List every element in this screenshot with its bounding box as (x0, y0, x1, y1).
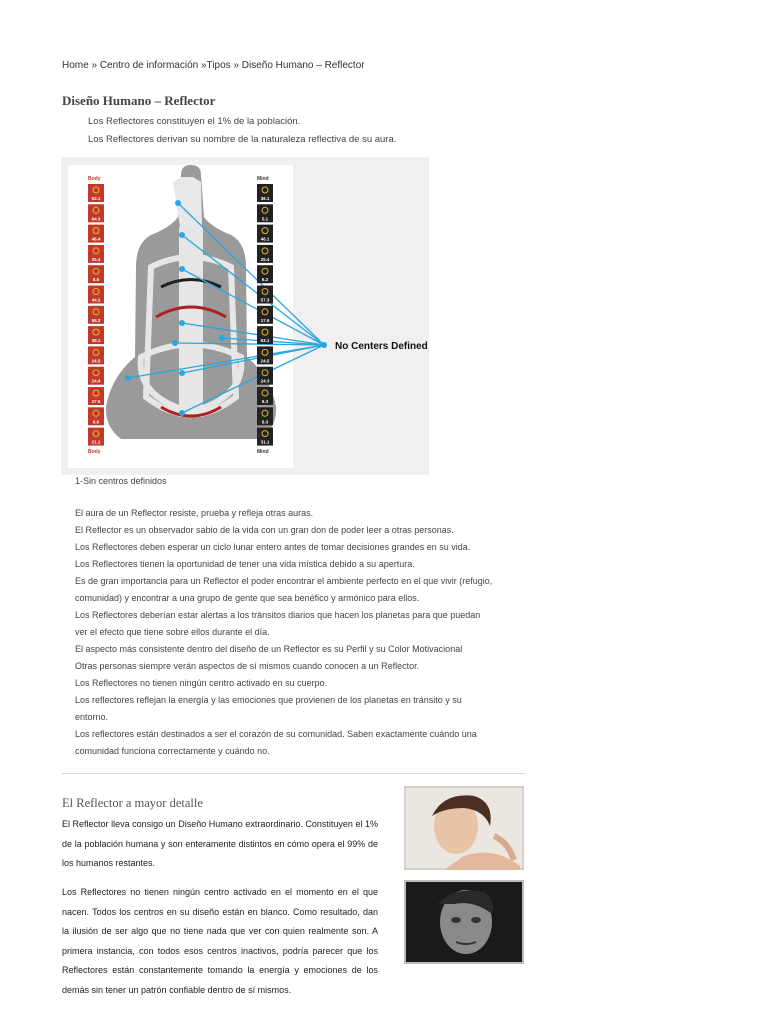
planet-value: 6.3 (261, 399, 269, 404)
planet-value: 24.5 (260, 358, 270, 364)
body-label-top: Body (88, 176, 101, 182)
planet-value: 25.4 (260, 256, 270, 262)
trait-paragraph: Es de gran importancia para un Reflector el poder encontrar el ambiente perfecto en el que vivir (refugio, comunidad) y encontrar a una grupo de gente que sea benéfico y armónico para ellos. (75, 576, 493, 603)
planet-value: 64.3 (91, 216, 101, 222)
woman-portrait-photo (404, 786, 524, 870)
trait-paragraph: Los reflectores están destinados a ser el corazón de su comunidad. Saben exactamente cuándo una comunidad funciona correctamente y cuándo no. (75, 729, 477, 756)
page-title: Diseño Humano – Reflector (62, 93, 216, 108)
planet-value: 36.1 (260, 196, 270, 201)
breadcrumb-separator: » (198, 60, 207, 71)
planet-value: 5.1 (261, 216, 269, 222)
man-portrait-image (404, 880, 524, 964)
breadcrumb-separator: » (88, 60, 100, 71)
intro-line: Los Reflectores derivan su nombre de la naturaleza reflectiva de su aura. (88, 133, 397, 145)
breadcrumb (62, 60, 365, 71)
section-divider (62, 773, 525, 774)
planet-value: 44.2 (91, 297, 101, 303)
man-portrait-photo (404, 880, 524, 964)
mind-label-top: Mind (257, 176, 269, 182)
planet-value: 57.3 (260, 297, 270, 303)
trait-paragraph: Los reflectores reflejan la energía y las emociones que provienen de los planetas en tránsito y su entorno. (75, 695, 462, 722)
planet-value: 46.1 (260, 236, 270, 242)
detail-paragraph-2: Los Reflectores no tienen ningún centro activado en el momento en el que nacen. Todos los centros en su diseño están en blanco. Como resultado, dan la ilusión de ser algo que no tiene nada que ver con quien realmente son. A primera instancia, con todos esos centros inactivos, podría parecer que los Reflectores están constantemente tomando la energía y emociones de los demás sin tener un patrón confiable dentro de sí mismos. (62, 887, 378, 995)
planet-value: 17.6 (260, 317, 270, 323)
trait-paragraph: El aura de un Reflector resiste, prueba y refleja otras auras. (75, 508, 314, 518)
section-heading: El Reflector a mayor detalle (62, 796, 203, 810)
breadcrumb-tipos-link[interactable]: Tipos (206, 60, 231, 71)
figure-caption: 1-Sin centros definidos (75, 476, 167, 486)
planet-value: 8.6 (92, 277, 100, 283)
intro-text (88, 113, 396, 148)
intro-line: Los Reflectores constituyen el 1% de la población. (88, 116, 301, 127)
breadcrumb-current: Diseño Humano – Reflector (241, 60, 365, 71)
planet-value: 31.1 (260, 439, 270, 445)
planet-value: 24.4 (91, 378, 101, 384)
planet-value: 55.3 (91, 317, 101, 323)
trait-paragraph: El aspecto más consistente dentro del diseño de un Reflector es su Perfil y su Color Motivacional (75, 644, 463, 654)
trait-paragraph: Los Reflectores no tienen ningún centro activado en su cuerpo. (75, 678, 328, 688)
planet-value: 46.4 (91, 236, 101, 242)
mind-label-bottom: Mind (257, 449, 269, 455)
breadcrumb-separator: » (230, 60, 242, 71)
planet-value: 21.1 (91, 439, 101, 445)
annotation-point (321, 342, 327, 348)
detail-paragraph-1: El Reflector lleva consigo un Diseño Humano extraordinario. Constituyen el 1% de la población humana y son enteramente distintos en cómo opera el 99% de los humanos restantes. (62, 819, 378, 868)
bodygraph-figure (61, 157, 429, 475)
woman-portrait-image (404, 786, 524, 870)
planet-value: 24.5 (91, 358, 101, 364)
bodygraph-svg (61, 157, 429, 475)
trait-paragraph: El Reflector es un observador sabio de la vida con un gran don de poder leer a otras personas. (75, 525, 454, 535)
planet-value: 6.6 (92, 419, 100, 425)
breadcrumb-home-link[interactable]: Home (62, 60, 89, 71)
planet-value: 25.4 (91, 256, 101, 262)
body-label-bottom: Body (88, 449, 101, 455)
body-silhouette (106, 165, 276, 439)
trait-paragraph: Los Reflectores deberían estar alertas a los tránsitos diarios que hacen los planetas para que puedan ver el efecto que tiene sobre ellos durante el día. (75, 610, 481, 637)
planet-value: 38.1 (91, 338, 101, 344)
reflector-traits (75, 505, 495, 760)
planet-value: 6.2 (261, 277, 269, 283)
planet-value: 63.1 (260, 338, 270, 344)
left-planet-column (88, 184, 104, 446)
trait-paragraph: Los Reflectores deben esperar un ciclo lunar entero antes de tomar decisiones grandes en su vida. (75, 542, 471, 552)
annotation-label: No Centers Defined (335, 341, 428, 352)
planet-value: 27.5 (91, 399, 101, 404)
planet-value: 24.3 (260, 378, 270, 384)
planet-value: 6.3 (261, 419, 269, 425)
breadcrumb-centro-link[interactable]: Centro de información (99, 60, 199, 71)
trait-paragraph: Los Reflectores tienen la oportunidad de tener una vida mística debido a su apertura. (75, 559, 415, 569)
trait-paragraph: Otras personas siempre verán aspectos de sí mismos cuando conocen a un Reflector. (75, 661, 420, 671)
planet-value: 63.1 (91, 196, 101, 201)
